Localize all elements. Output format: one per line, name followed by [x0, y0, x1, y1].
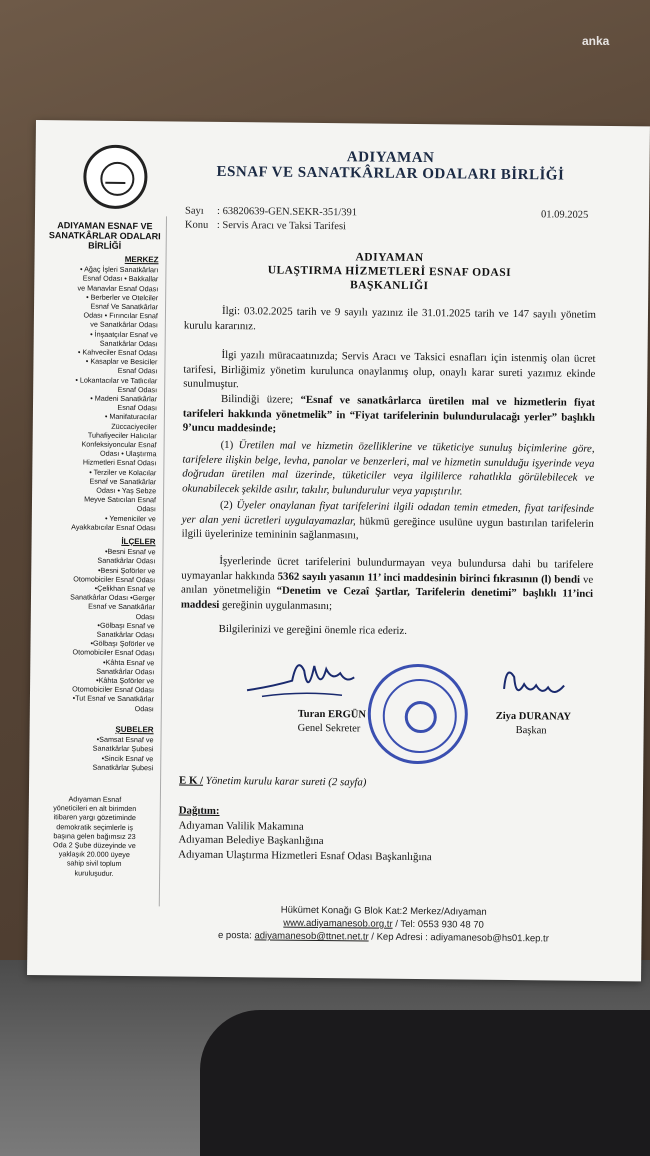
list-item: •Tut Esnaf ve Sanatkârlar [72, 693, 154, 704]
list-item: Sanatkârlar Odası [99, 338, 158, 349]
document-date: 01.09.2025 [540, 209, 589, 221]
list-item: Esnaf Odası • Bakkallar [82, 273, 159, 284]
attachment-text: Yönetim kurulu karar sureti (2 sayfa) [203, 774, 367, 789]
paragraph-closing: Bilgilerinizi ve gereğini önemle rica ederiz. [218, 622, 407, 637]
list-item: Odası [135, 611, 155, 621]
list-item: Odası • Ulaştırma [100, 448, 157, 459]
list-item: Sanatkârlar Odası [96, 629, 155, 640]
article-2-rest: hükmü gereğince usulüne uygun bastırılan tarifelerin ilgili üyelerinize temininin sağlanmasını, [181, 514, 594, 542]
list-item: • Berberler ve Otelciler [86, 292, 159, 303]
penalty-law: 5362 sayılı yasanın 11’ inci maddesinin birinci fıkrasının (l) bendi [277, 570, 581, 586]
list-item: demokratik seçimlerle iş [56, 821, 133, 832]
list-item: •Besni Şoförler ve [97, 565, 156, 575]
list-item: •Çelikhan Esnaf ve [94, 583, 156, 594]
list-item: yöneticileri en alt birimden [53, 803, 137, 814]
paragraph-ilgi: İlgi: 03.02.2025 tarih ve 9 sayılı yazınız ile 31.01.2025 tarih ve 147 sayılı yönetim kurulu kararınız. [183, 304, 597, 332]
list-item: Adıyaman Ulaştırma Hizmetleri Esnaf Odası Başkanlığına [178, 848, 432, 863]
right-signatory-role: Başkan [515, 725, 547, 737]
footer-phone: / Tel: 0553 930 48 70 [392, 918, 484, 931]
list-item: • Kasaplar ve Besiciler [85, 356, 158, 367]
sidebar-about [36, 794, 153, 878]
sidebar-subeler [37, 724, 153, 772]
signature-right-icon [494, 659, 575, 710]
footer-website: www.adiyamanesob.org.tr [283, 917, 393, 930]
recipient-line-2: ULAŞTIRMA HİZMETLERİ ESNAF ODASI [267, 264, 512, 279]
sidebar-ilceler [38, 536, 156, 713]
list-item: Esnaf ve Sanatkârlar [89, 476, 157, 487]
paragraph-regulation-intro: Bilindiği üzere; [221, 392, 301, 406]
sidebar-merkez [40, 254, 159, 532]
list-item: Konfeksiyoncular Esnaf [81, 439, 157, 450]
list-item: •Besni Esnaf ve [104, 546, 156, 557]
list-item: Odası • Yaş Sebze [96, 485, 157, 496]
paragraph-regulation [183, 392, 595, 440]
list-item: kuruluşudur. [74, 868, 114, 878]
list-item: • Lokantacılar ve Tatlıcılar [75, 375, 158, 385]
list-item: •Gölbaşı Şoförler ve [90, 638, 155, 649]
list-item: Sanatkârlar Odası •Gerger [70, 592, 156, 603]
list-item: Esnaf Odası [117, 366, 158, 376]
list-item: başına gelen bağımsız 23 [53, 831, 136, 841]
konu-label: Konu [184, 219, 209, 231]
person-shadow [200, 1010, 650, 1156]
list-item: • İnşaatçılar Esnaf ve [90, 329, 158, 339]
list-item: Odası • Fırıncılar Esnaf [83, 310, 159, 321]
article-1-number: (1) [220, 438, 239, 452]
organization-seal-logo [83, 145, 148, 210]
paragraph-penalty [181, 554, 594, 616]
list-item: Sanatkârlar Şubesi [92, 744, 154, 754]
penalty-part-1: İşyerlerinde ücret tarifelerini bulundurmayan veya bulundursa dahi bu tarifelere uymayanlar hakkında [181, 554, 594, 583]
attachment-line [179, 774, 591, 793]
left-signatory-role: Genel Sekreter [297, 722, 361, 735]
list-item: Esnaf Odası [117, 384, 158, 395]
penalty-part-2: ve anılan yönetmeliğin [181, 573, 594, 597]
list-item: itibaren yargı gözetiminde [53, 812, 136, 823]
list-item: Esnaf ve Sanatkârlar [88, 601, 155, 612]
list-item: sahip sivil toplum [66, 858, 122, 869]
sidebar-subeler-title: ŞUBELER [115, 724, 154, 735]
sayi-label: Sayı [184, 205, 204, 217]
watermark: anka [582, 34, 610, 48]
paragraph-reference: İlgi yazılı müracaatınızda; Servis Aracı ve Taksici esnafları için istenmiş olan ücret tarifesi, Birliğimiz yönetim kurulunca onaylanmış olup, onaylı karar sureti yazımız ekinde sunulmuştur. [183, 348, 596, 391]
recipient-line-1: ADIYAMAN [355, 251, 424, 265]
list-item: Esnaf Odası [117, 403, 158, 413]
article-1-text: Üretilen mal ve hizmetin özelliklerine ve tüketiciye sunuluş biçimlerine göre, tarifelere ilişkin belge, levha, panolar ve benzerleri, mal ve hizmetin sunulduğu işyerinde veya doğrudan üretilen mal üzerinde, tüketiciler veya ilgililerce rahatlıkla görülebilecek ve okunabilecek şekilde asılır, takılır, bulundurulur veya yapıştırılır. [182, 439, 595, 497]
signature-left-icon [242, 650, 363, 711]
sayi-value: : 63820639-GEN.SEKR-351/391 [216, 205, 358, 219]
list-item: Sanatkârlar Odası [97, 556, 156, 566]
list-item: Hizmetleri Esnaf Odası [82, 457, 157, 468]
list-item: Sanatkârlar Odası [96, 666, 155, 677]
article-2-text: Üyeler onaylanan fiyat tarifelerini ilgili odadan temin etmeden, fiyat tarifesinde yer alan yeni ücretleri uygulayamazlar, [181, 499, 595, 527]
distribution-block [178, 804, 591, 866]
document-page [27, 120, 650, 981]
letterhead-org: ESNAF VE SANATKÂRLAR ODALARI BİRLİĞİ [216, 163, 565, 184]
list-item: ve Sanatkârlar Odası [90, 320, 158, 330]
list-item: •Kâhta Şoförler ve [96, 675, 155, 686]
paragraph-article-2 [182, 498, 594, 546]
paragraph-article-1 [182, 438, 595, 500]
list-item: •Sincik Esnaf ve [101, 753, 154, 763]
sidebar-merkez-title: MERKEZ [124, 254, 159, 265]
list-item: Oda 2 Şube düzeyinde ve [53, 840, 136, 851]
list-item: Ayakkabıcılar Esnaf Odası [71, 522, 156, 533]
list-item: Esnaf Ve Sanatkârlar [90, 301, 159, 312]
sidebar-org-name: ADIYAMAN ESNAF VE SANATKÂRLAR ODALARI BİRLİĞİ [48, 220, 161, 251]
penalty-part-3: gereğinin uygulanmasını; [219, 598, 333, 612]
right-signatory-name: Ziya DURANAY [495, 710, 572, 723]
list-item: Otomobiciler Esnaf Odası [73, 574, 156, 585]
list-item: ve Manavlar Esnaf Odası [77, 283, 159, 293]
list-item: • Kahveciler Esnaf Odası [77, 347, 158, 358]
list-item: •Gölbaşı Esnaf ve [97, 620, 155, 631]
list-item: Adıyaman Belediye Başkanlığına [178, 833, 324, 848]
recipient-line-3: BAŞKANLIĞI [349, 279, 429, 293]
list-item: Züccaciyeciler [111, 421, 157, 431]
list-item: Adıyaman Valilik Makamına [178, 819, 304, 833]
sidebar-ilceler-title: İLÇELER [121, 536, 156, 547]
letterhead-city: ADIYAMAN [346, 149, 435, 167]
list-item: • Terziler ve Kolacılar [89, 467, 157, 477]
list-item: •Samsat Esnaf ve [96, 734, 154, 745]
list-item: Adıyaman Esnaf [68, 794, 122, 804]
footer-email [177, 930, 589, 945]
paragraph-regulation-bold: “Esnaf ve sanatkârlarca üretilen mal ve hizmetlerin fiyat tarifeleri hakkında yönetmelik” in “Fiyat tarifelerinin bulundurulacağı yerler” başlıklı 9’uncu maddesinde; [182, 393, 596, 435]
konu-value: : Servis Aracı ve Taksi Tarifesi [216, 219, 347, 233]
footer-email-address: adiyamanesob@ttnet.net.tr [254, 930, 369, 943]
list-item: Meyve Satıcıları Esnaf [84, 494, 157, 505]
list-item: Odası [136, 504, 156, 514]
left-signatory-name: Turan ERGÜN [297, 708, 367, 721]
list-item: Odası [134, 703, 154, 713]
footer-address: Hükümet Konağı G Blok Kat:2 Merkez/Adıyaman [280, 904, 487, 918]
list-item: Otomobiciler Esnaf Odası [72, 647, 155, 658]
list-item: • Madeni Sanatkârlar [90, 393, 158, 404]
penalty-article: “Denetim ve Cezaî Şartlar, Tarifelerin denetimi” başlıklı 11’inci maddesi [180, 584, 594, 611]
official-stamp [367, 664, 468, 765]
distribution-title: Dağıtım: [178, 804, 220, 817]
list-item: •Kâhta Esnaf ve [103, 657, 155, 667]
article-2-number: (2) [219, 498, 237, 512]
list-item: Sanatkârlar Şubesi [92, 762, 154, 773]
sidebar-divider [159, 216, 167, 906]
footer-kep: / Kep Adresi : adiyamanesob@hs01.kep.tr [368, 931, 549, 945]
list-item: • Ağaç İşleri Sanatkârları [79, 264, 159, 275]
list-item: Otomobiciler Esnaf Odası [72, 684, 155, 695]
attachment-label: E K / [179, 774, 204, 787]
list-item: • Manifaturacılar [104, 412, 157, 422]
footer-email-label: e posta: [217, 929, 255, 942]
list-item: yaklaşık 20.000 üyeye [58, 849, 130, 860]
list-item: Tuhafiyeciler Halıcılar [87, 430, 157, 441]
list-item: • Yemeniciler ve [104, 513, 156, 523]
